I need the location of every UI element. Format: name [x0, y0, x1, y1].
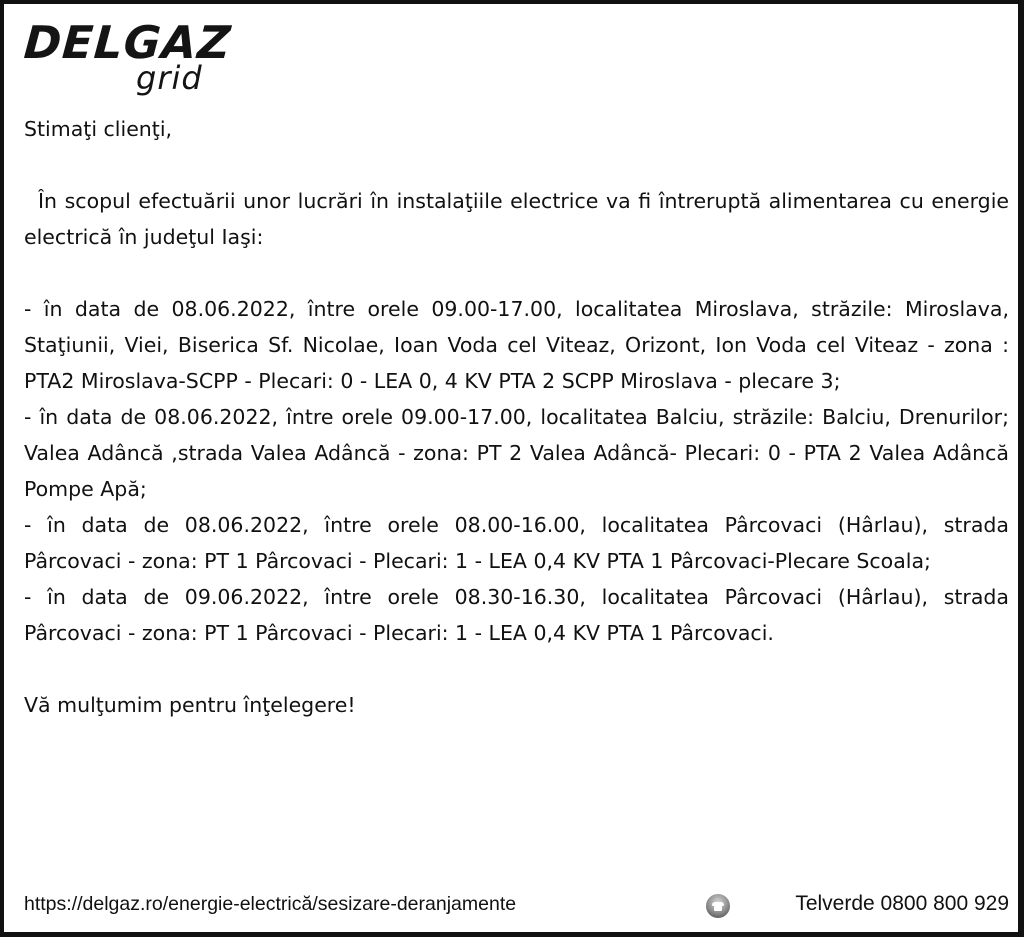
logo-brand: DELGAZ: [22, 16, 234, 69]
outage-item: - în data de 08.06.2022, între orele 09.00-17.00, localitatea Miroslava, străzile: Miroslava, Staţiunii, Viei, Biserica Sf. Nicolae, Ioan Voda cel Viteaz, Orizont, Ion Voda cel Viteaz - zona : PTA2 Miroslava-SCPP - Plecari: 0 - LEA 0, 4 KV PTA 2 SCPP Miroslava - plecare 3;: [24, 297, 1009, 393]
footer-url-link[interactable]: https://delgaz.ro/energie-electrică/sesizare-deranjamente: [24, 893, 517, 915]
letter-body: [24, 111, 1009, 723]
outage-list: [24, 291, 1009, 651]
intro-paragraph: [24, 183, 1009, 255]
greeting: Stimaţi clienţi,: [24, 117, 173, 141]
outage-item: - în data de 09.06.2022, între orele 08.30-16.30, localitatea Pârcovaci (Hârlau), strada Pârcovaci - zona: PT 1 Pârcovaci - Plecari: 1 - LEA 0,4 KV PTA 1 Pârcovaci.: [24, 585, 1009, 645]
telverde-number: Telverde 0800 800 929: [795, 892, 1009, 915]
logo-sub: grid: [136, 59, 203, 97]
delgaz-grid-logo: [22, 16, 234, 98]
thanks-line: Vă mulţumim pentru înţelegere!: [24, 693, 356, 717]
telephone-icon: [706, 894, 730, 918]
intro-text: În scopul efectuării unor lucrări în instalaţiile electrice va fi întreruptă alimentarea cu energie electrică în judeţul Iaşi:: [24, 189, 1009, 249]
phone-base-shape: [714, 906, 722, 911]
outage-item: - în data de 08.06.2022, între orele 09.00-17.00, localitatea Balciu, străzile: Balciu, Drenurilor; Valea Adâncă ,strada Valea Adâncă - zona: PT 2 Valea Adâncă- Plecari: 0 - PTA 2 Valea Adâncă Pompe Apă;: [24, 405, 1009, 501]
footer: [24, 889, 1009, 923]
outage-item: - în data de 08.06.2022, între orele 08.00-16.00, localitatea Pârcovaci (Hârlau), strada Pârcovaci - zona: PT 1 Pârcovaci - Plecari: 1 - LEA 0,4 KV PTA 1 Pârcovaci-Plecare Scoala;: [24, 513, 1009, 573]
